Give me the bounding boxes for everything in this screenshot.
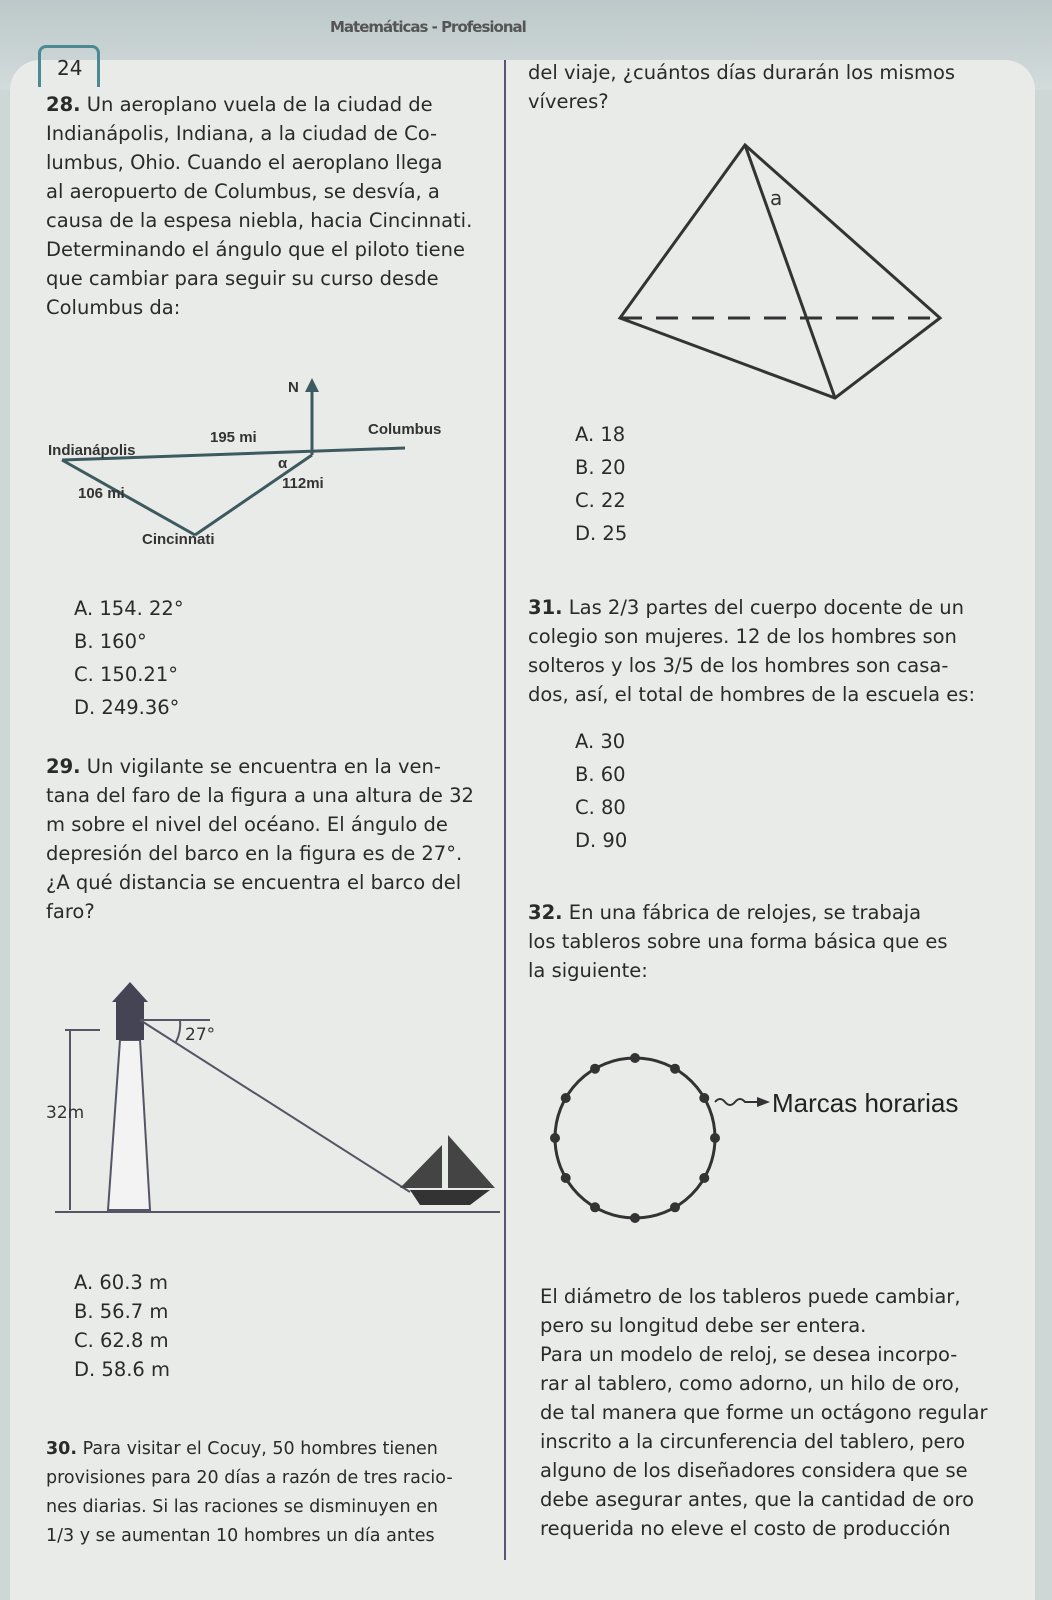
- pyramid-diagram: [600, 140, 950, 410]
- text-line: [528, 927, 948, 956]
- text-line: [528, 956, 948, 985]
- q31-options: [575, 725, 627, 857]
- text-line: [575, 824, 627, 857]
- text-line: [46, 839, 474, 868]
- hour-mark: [561, 1173, 571, 1183]
- line-text: del viaje, ¿cuántos días durarán los mismos: [528, 61, 956, 84]
- hour-mark: [561, 1093, 571, 1103]
- line-text: B. 20: [575, 456, 626, 479]
- distance-195: 195 mi: [210, 429, 257, 446]
- hour-mark: [630, 1053, 640, 1063]
- text-line: [575, 451, 627, 484]
- line-text: A. 30: [575, 730, 626, 753]
- text-line: [46, 206, 472, 235]
- indianapolis-label: Indianápolis: [48, 442, 136, 459]
- line-text: requerida no eleve el costo de producción: [540, 1517, 951, 1540]
- height-label: 32m: [46, 1103, 85, 1123]
- text-line: [46, 1464, 453, 1493]
- line-text: B. 160°: [74, 630, 147, 653]
- line-text: de tal manera que forme un octágono regular: [540, 1401, 988, 1424]
- text-line: [575, 725, 627, 758]
- hour-mark: [550, 1133, 560, 1143]
- text-line: [74, 1297, 170, 1326]
- line-text: Para visitar el Cocuy, 50 hombres tienen: [82, 1439, 438, 1459]
- text-line: [46, 177, 472, 206]
- question-32: [528, 898, 948, 985]
- line-text: C. 150.21°: [74, 663, 178, 686]
- column-divider: [504, 60, 506, 1560]
- question-29: [46, 752, 474, 926]
- question-number: 29.: [46, 755, 81, 778]
- text-line: [540, 1456, 988, 1485]
- line-text: A. 154. 22°: [74, 597, 184, 620]
- text-line: [528, 651, 975, 680]
- hour-mark: [670, 1202, 680, 1212]
- clock-face-diagram: [540, 1040, 1010, 1240]
- line-text: ¿A qué distancia se encuentra el barco del: [46, 871, 462, 894]
- arrow-icon: [757, 1097, 770, 1107]
- line-text: que cambiar para seguir su curso desde: [46, 267, 439, 290]
- text-line: [74, 691, 184, 724]
- q28-options: [74, 592, 184, 724]
- route-diagram: [40, 370, 500, 560]
- line-text: El diámetro de los tableros puede cambiar,: [540, 1285, 961, 1308]
- question-32-continued: [540, 1282, 988, 1543]
- question-number: 30.: [46, 1439, 78, 1459]
- line-text: D. 25: [575, 522, 628, 545]
- line-text: víveres?: [528, 90, 609, 113]
- text-line: [528, 622, 975, 651]
- text-line: [528, 593, 975, 622]
- text-line: [528, 898, 948, 927]
- text-line: [528, 680, 975, 709]
- line-text: m sobre el nivel del océano. El ángulo de: [46, 813, 448, 836]
- line-text: Las 2/3 partes del cuerpo docente de un: [568, 596, 964, 619]
- hour-mark: [590, 1202, 600, 1212]
- hour-marks-label: Marcas horarias: [772, 1088, 959, 1118]
- page-number: 24: [38, 45, 100, 87]
- line-text: rar al tablero, como adorno, un hilo de oro,: [540, 1372, 960, 1395]
- angle-label: α: [278, 455, 288, 472]
- line-text: B. 60: [575, 763, 626, 786]
- distance-112: 112mi: [282, 475, 324, 492]
- lighthouse-diagram: [40, 960, 510, 1240]
- lighthouse-icon: [108, 1040, 150, 1210]
- header: Matemáticas - Profesional: [330, 18, 526, 36]
- line-text: D. 58.6 m: [74, 1358, 171, 1381]
- question-30: [46, 1435, 453, 1551]
- text-line: [46, 752, 474, 781]
- q29-options: [74, 1268, 170, 1384]
- line-text: Un vigilante se encuentra en la ven-: [86, 755, 441, 778]
- text-line: [540, 1485, 988, 1514]
- line-text: A. 18: [575, 423, 626, 446]
- line-text: al aeropuerto de Columbus, se desvía, a: [46, 180, 440, 203]
- hour-mark: [590, 1064, 600, 1074]
- cincinnati-label: Cincinnati: [142, 531, 215, 548]
- text-line: [540, 1282, 988, 1311]
- text-line: [46, 119, 472, 148]
- text-line: [46, 1522, 453, 1551]
- hour-mark: [670, 1064, 680, 1074]
- line-text: Un aeroplano vuela de la ciudad de: [86, 93, 433, 116]
- line-text: C. 80: [575, 796, 626, 819]
- columbus-label: Columbus: [368, 421, 442, 438]
- line-text: causa de la espesa niebla, hacia Cincinnati.: [46, 209, 473, 232]
- line-text: D. 249.36°: [74, 696, 180, 719]
- text-line: [46, 810, 474, 839]
- text-line: [575, 484, 627, 517]
- line-text: faro?: [46, 900, 95, 923]
- question-30-continued: [528, 58, 955, 116]
- text-line: [74, 1326, 170, 1355]
- text-line: [46, 264, 472, 293]
- text-line: [540, 1369, 988, 1398]
- line-text: colegio son mujeres. 12 de los hombres son: [528, 625, 957, 648]
- text-line: [74, 658, 184, 691]
- hour-mark: [699, 1173, 709, 1183]
- text-line: [575, 758, 627, 791]
- q30-options: [575, 418, 627, 550]
- text-line: [74, 1355, 170, 1384]
- sailboat-icon: [410, 1190, 490, 1205]
- line-text: B. 56.7 m: [74, 1300, 169, 1323]
- text-line: [575, 517, 627, 550]
- text-line: [540, 1398, 988, 1427]
- text-line: [46, 148, 472, 177]
- hour-mark: [710, 1133, 720, 1143]
- text-line: [540, 1427, 988, 1456]
- text-line: [46, 781, 474, 810]
- north-arrow-icon: [305, 378, 319, 392]
- line-text: dos, así, el total de hombres de la escuela es:: [528, 683, 976, 706]
- distance-106: 106 mi: [78, 485, 125, 502]
- text-line: [46, 235, 472, 264]
- line-text: Columbus da:: [46, 296, 181, 319]
- text-line: [540, 1514, 988, 1543]
- text-line: [74, 625, 184, 658]
- line-text: los tableros sobre una forma básica que es: [528, 930, 948, 953]
- hour-mark: [699, 1093, 709, 1103]
- text-line: [575, 791, 627, 824]
- question-number: 31.: [528, 596, 563, 619]
- text-line: [575, 418, 627, 451]
- text-line: [74, 592, 184, 625]
- hour-mark: [630, 1213, 640, 1223]
- text-line: [540, 1340, 988, 1369]
- line-text: En una fábrica de relojes, se trabaja: [568, 901, 922, 924]
- text-line: [528, 87, 955, 116]
- north-label: N: [288, 379, 299, 396]
- line-text: provisiones para 20 días a razón de tres racio-: [46, 1468, 453, 1488]
- text-line: [46, 1435, 453, 1464]
- question-number: 32.: [528, 901, 563, 924]
- line-text: la siguiente:: [528, 959, 648, 982]
- line-text: lumbus, Ohio. Cuando el aeroplano llega: [46, 151, 443, 174]
- text-line: [46, 868, 474, 897]
- line-text: Indianápolis, Indiana, a la ciudad de Co-: [46, 122, 438, 145]
- question-28: [46, 90, 472, 322]
- line-text: C. 22: [575, 489, 626, 512]
- text-line: [74, 1268, 170, 1297]
- line-text: pero su longitud debe ser entera.: [540, 1314, 867, 1337]
- line-text: solteros y los 3/5 de los hombres son casa-: [528, 654, 949, 677]
- text-line: [46, 293, 472, 322]
- line-text: tana del faro de la figura a una altura de 32: [46, 784, 474, 807]
- text-line: [46, 897, 474, 926]
- line-text: nes diarias. Si las raciones se disminuyen en: [46, 1497, 438, 1517]
- text-line: [46, 90, 472, 119]
- line-text: depresión del barco en la figura es de 27°.: [46, 842, 463, 865]
- line-text: A. 60.3 m: [74, 1271, 169, 1294]
- line-text: alguno de los diseñadores considera que se: [540, 1459, 968, 1482]
- question-31: [528, 593, 975, 709]
- question-number: 28.: [46, 93, 81, 116]
- text-line: [528, 58, 955, 87]
- line-text: C. 62.8 m: [74, 1329, 169, 1352]
- edge-label: a: [770, 186, 783, 210]
- text-line: [46, 1493, 453, 1522]
- line-text: Para un modelo de reloj, se desea incorpo-: [540, 1343, 958, 1366]
- line-text: inscrito a la circunferencia del tablero, pero: [540, 1430, 966, 1453]
- line-text: debe asegurar antes, que la cantidad de oro: [540, 1488, 974, 1511]
- line-text: D. 90: [575, 829, 628, 852]
- line-text: 1/3 y se aumentan 10 hombres un día antes: [46, 1526, 435, 1546]
- angle-label: 27°: [185, 1025, 216, 1045]
- line-text: Determinando el ángulo que el piloto tiene: [46, 238, 466, 261]
- text-line: [540, 1311, 988, 1340]
